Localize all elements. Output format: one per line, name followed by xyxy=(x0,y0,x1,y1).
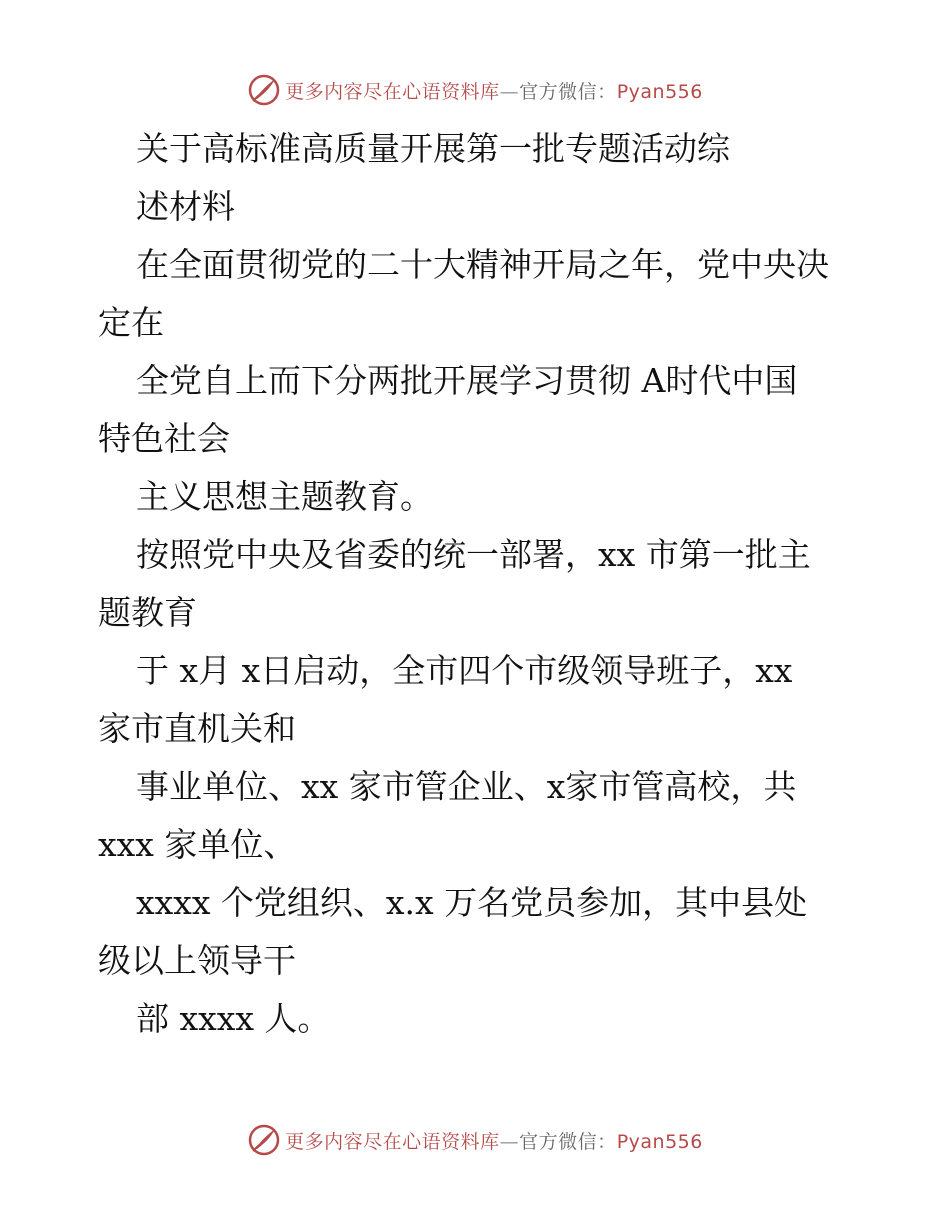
paragraph-line: 题教育 xyxy=(98,593,197,632)
header-watermark-banner xyxy=(0,70,950,110)
header-banner-official: 官方微信： xyxy=(519,80,617,103)
footer-banner-text xyxy=(285,1127,703,1154)
paragraph-line: 在全面贯彻党的二十大精神开局之年，党中央决 xyxy=(136,245,829,284)
header-banner-text xyxy=(285,77,703,104)
paragraph-line: 家市直机关和 xyxy=(98,709,296,748)
document-title-line-2: 述材料 xyxy=(136,187,235,226)
paragraph-line: 级以上领导干 xyxy=(98,941,296,980)
paragraph-line: xxx 家单位、 xyxy=(98,825,297,864)
paragraph-line: xxxx 个党组织、x.x 万名党员参加，其中县处 xyxy=(136,883,808,922)
footer-banner-main: 更多内容尽在心语资料库 xyxy=(285,1130,500,1153)
paragraph-line: 特色社会 xyxy=(98,419,230,458)
document-title-line-1: 关于高标准高质量开展第一批专题活动综 xyxy=(136,129,730,168)
footer-banner-wechat-id: Pyan556 xyxy=(616,1130,703,1153)
header-banner-main: 更多内容尽在心语资料库 xyxy=(285,80,500,103)
header-banner-dash: — xyxy=(499,80,520,103)
quill-pen-logo-icon xyxy=(247,1123,281,1157)
paragraph-line: 于 x月 x日启动，全市四个市级领导班子，xx xyxy=(136,651,793,690)
paragraph-line: 主义思想主题教育。 xyxy=(136,477,433,516)
document-body xyxy=(98,120,898,1048)
paragraph-line: 定在 xyxy=(98,303,164,342)
paragraph-line: 全党自上而下分两批开展学习贯彻 A时代中国 xyxy=(136,361,798,400)
footer-watermark-banner xyxy=(0,1120,950,1160)
footer-banner-official: 官方微信： xyxy=(519,1130,617,1153)
quill-pen-logo-icon xyxy=(247,73,281,107)
footer-banner-dash: — xyxy=(499,1130,520,1153)
header-banner-wechat-id: Pyan556 xyxy=(616,80,703,103)
paragraph-line: 事业单位、xx 家市管企业、x家市管高校，共 xyxy=(136,767,797,806)
paragraph-line: 按照党中央及省委的统一部署，xx 市第一批主 xyxy=(136,535,811,574)
paragraph-line: 部 xxxx 人。 xyxy=(136,999,331,1038)
